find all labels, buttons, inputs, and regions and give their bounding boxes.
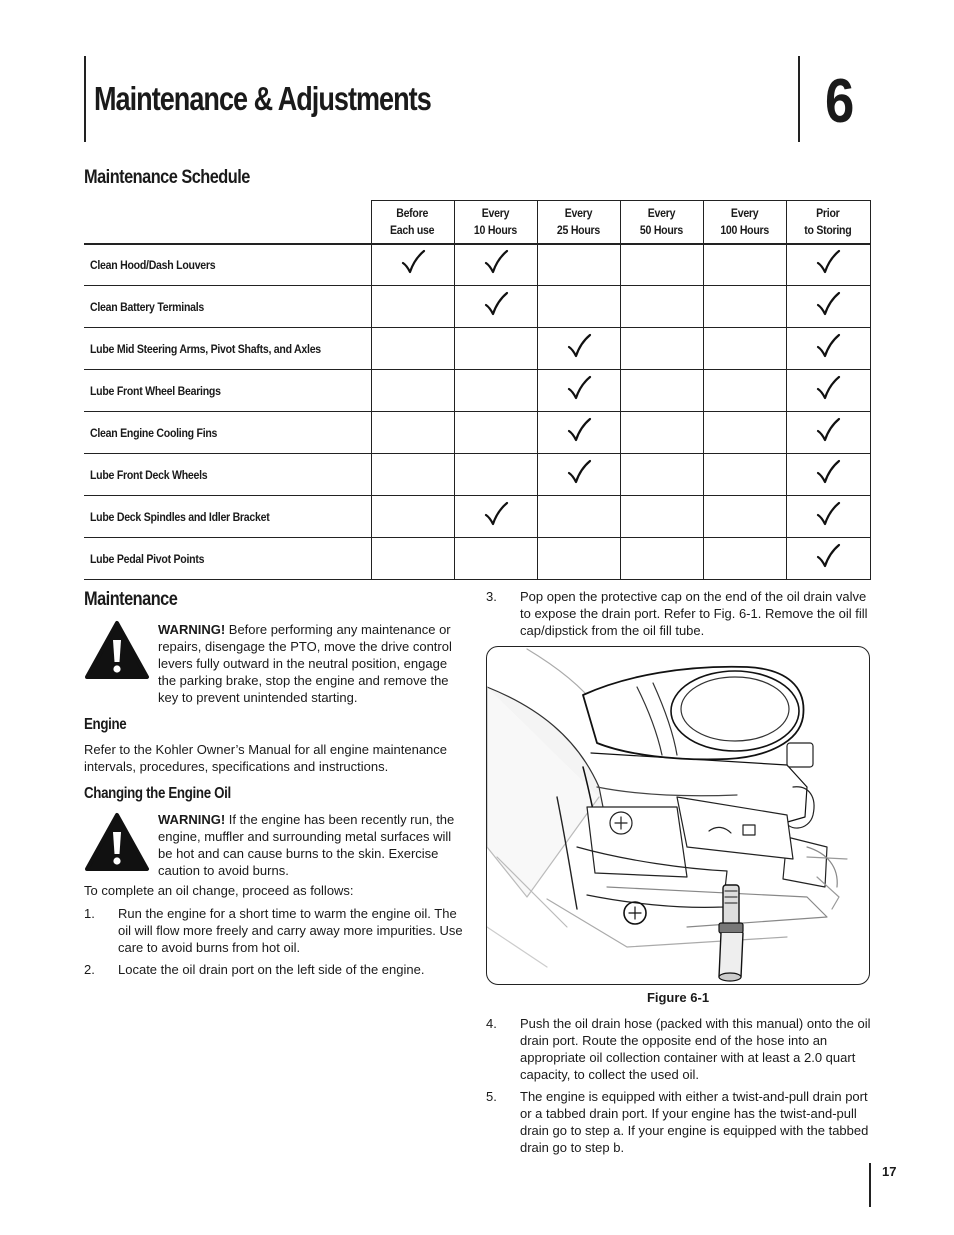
schedule-cell xyxy=(371,328,454,370)
task-cell xyxy=(84,412,371,454)
checkmark-icon xyxy=(815,375,841,401)
column-header: Every 100 Hours xyxy=(703,201,786,244)
schedule-cell xyxy=(537,328,620,370)
task-label: Lube Front Wheel Bearings xyxy=(90,383,221,398)
task-cell xyxy=(84,328,371,370)
schedule-title: Maintenance Schedule xyxy=(84,167,250,188)
schedule-cell xyxy=(371,244,454,286)
schedule-cell xyxy=(620,244,703,286)
schedule-cell xyxy=(620,454,703,496)
schedule-cell xyxy=(620,328,703,370)
engine-title: Engine xyxy=(84,716,127,733)
table-row xyxy=(84,454,870,496)
schedule-cell xyxy=(786,286,870,328)
schedule-cell xyxy=(786,244,870,286)
engine-drain-illustration xyxy=(487,647,870,985)
schedule-cell xyxy=(454,370,537,412)
schedule-cell xyxy=(786,370,870,412)
checkmark-icon xyxy=(566,333,592,359)
step-number: 3. xyxy=(486,589,497,604)
schedule-cell xyxy=(454,244,537,286)
schedule-cell xyxy=(703,412,786,454)
column-header: Every 10 Hours xyxy=(454,201,537,244)
page-number: 17 xyxy=(882,1164,897,1179)
checkmark-icon xyxy=(815,291,841,317)
step-number: 2. xyxy=(84,962,95,977)
task-label: Clean Engine Cooling Fins xyxy=(90,425,218,440)
table-header-row xyxy=(84,201,870,244)
maintenance-title: Maintenance xyxy=(84,589,178,610)
schedule-cell xyxy=(786,454,870,496)
task-label: Clean Battery Terminals xyxy=(90,299,205,314)
schedule-cell xyxy=(454,538,537,580)
schedule-cell xyxy=(786,538,870,580)
column-header: Every 25 Hours xyxy=(537,201,620,244)
checkmark-icon xyxy=(566,459,592,485)
checkmark-icon xyxy=(815,459,841,485)
schedule-cell xyxy=(454,328,537,370)
schedule-cell xyxy=(371,496,454,538)
schedule-cell xyxy=(703,286,786,328)
table-row xyxy=(84,244,870,286)
figure-6-1-frame xyxy=(486,646,870,985)
task-label: Clean Hood/Dash Louvers xyxy=(90,257,216,272)
checkmark-icon xyxy=(815,543,841,569)
schedule-cell xyxy=(703,454,786,496)
step-text: Pop open the protective cap on the end of the oil drain valve to expose the drain port. Refer to Fig. 6-1. Remove the oil fill cap/dipstick from the oil fill tube. xyxy=(520,589,868,638)
table-row xyxy=(84,538,870,580)
checkmark-icon xyxy=(483,501,509,527)
step-number: 1. xyxy=(84,906,95,921)
schedule-cell xyxy=(620,286,703,328)
checkmark-icon xyxy=(483,291,509,317)
step-text: Push the oil drain hose (packed with this manual) onto the oil drain port. Route the opposite end of the hose into an appropriate oil collection container with at least a 2.0 quart capacity, to collect the used oil. xyxy=(520,1016,871,1082)
schedule-cell xyxy=(537,496,620,538)
header-rule-left xyxy=(84,56,86,142)
schedule-cell xyxy=(454,286,537,328)
step-number: 4. xyxy=(486,1016,497,1031)
task-label: Lube Pedal Pivot Points xyxy=(90,551,205,566)
checkmark-icon xyxy=(815,501,841,527)
task-cell xyxy=(84,496,371,538)
step-number: 5. xyxy=(486,1089,497,1104)
schedule-cell xyxy=(371,454,454,496)
schedule-cell xyxy=(703,496,786,538)
maintenance-schedule-table xyxy=(84,200,871,580)
schedule-cell xyxy=(371,538,454,580)
warning-maintenance: WARNING! Before performing any maintenance or repairs, disengage the PTO, move the drive control levers fully outward in the neutral position, engage the parking brake, stop the engine and remove the key to prevent unintended starting. xyxy=(158,622,452,705)
step-text: The engine is equipped with either a twist-and-pull drain port or a tabbed drain port. If your engine has the twist-and-pull drain go to step a. If your engine is equipped with the tabbed drain go to step b. xyxy=(520,1089,869,1155)
schedule-cell xyxy=(703,244,786,286)
table-header-blank xyxy=(84,201,371,244)
checkmark-icon xyxy=(815,333,841,359)
page-title: Maintenance & Adjustments xyxy=(94,80,431,117)
task-label: Lube Mid Steering Arms, Pivot Shafts, and Axles xyxy=(90,341,321,356)
task-cell xyxy=(84,370,371,412)
task-cell xyxy=(84,454,371,496)
warning-hot-engine: WARNING! If the engine has been recently run, the engine, muffler and surrounding metal surfaces will be hot and can cause burns to the skin. Exercise caution to avoid burns. xyxy=(158,812,455,878)
schedule-cell xyxy=(703,370,786,412)
oil-change-intro: To complete an oil change, proceed as follows: xyxy=(84,883,354,898)
schedule-cell xyxy=(537,538,620,580)
checkmark-icon xyxy=(815,417,841,443)
schedule-cell xyxy=(620,370,703,412)
figure-caption: Figure 6-1 xyxy=(646,990,710,1005)
engine-text: Refer to the Kohler Owner’s Manual for all engine maintenance intervals, procedures, specifications and instructions. xyxy=(84,742,448,774)
task-cell xyxy=(84,286,371,328)
checkmark-icon xyxy=(566,417,592,443)
table-row xyxy=(84,412,870,454)
schedule-cell xyxy=(786,496,870,538)
schedule-cell xyxy=(537,286,620,328)
schedule-cell xyxy=(537,454,620,496)
column-header: Before Each use xyxy=(371,201,454,244)
schedule-cell xyxy=(371,286,454,328)
schedule-cell xyxy=(371,412,454,454)
schedule-cell xyxy=(454,454,537,496)
warning-triangle-icon xyxy=(84,620,150,680)
chapter-number: 6 xyxy=(825,67,855,136)
table-row xyxy=(84,370,870,412)
schedule-cell xyxy=(454,496,537,538)
task-cell xyxy=(84,244,371,286)
footer-rule xyxy=(869,1163,871,1207)
table-row xyxy=(84,286,870,328)
task-label: Lube Deck Spindles and Idler Bracket xyxy=(90,509,270,524)
schedule-cell xyxy=(454,412,537,454)
warning-triangle-icon xyxy=(84,812,150,872)
schedule-cell xyxy=(620,496,703,538)
schedule-cell xyxy=(371,370,454,412)
column-header: Every 50 Hours xyxy=(620,201,703,244)
task-label: Lube Front Deck Wheels xyxy=(90,467,208,482)
column-header: Prior to Storing xyxy=(786,201,870,244)
schedule-cell xyxy=(703,538,786,580)
checkmark-icon xyxy=(815,249,841,275)
schedule-cell xyxy=(620,538,703,580)
schedule-cell xyxy=(537,244,620,286)
checkmark-icon xyxy=(483,249,509,275)
schedule-cell xyxy=(703,328,786,370)
table-row xyxy=(84,496,870,538)
checkmark-icon xyxy=(400,249,426,275)
schedule-cell xyxy=(537,412,620,454)
task-cell xyxy=(84,538,371,580)
checkmark-icon xyxy=(566,375,592,401)
schedule-cell xyxy=(620,412,703,454)
oil-change-title: Changing the Engine Oil xyxy=(84,785,231,802)
schedule-cell xyxy=(786,412,870,454)
table-row xyxy=(84,328,870,370)
schedule-cell xyxy=(537,370,620,412)
schedule-cell xyxy=(786,328,870,370)
step-text: Run the engine for a short time to warm the engine oil. The oil will flow more freely and carry away more impurities. Use care to avoid burns from hot oil. xyxy=(118,906,463,955)
step-text: Locate the oil drain port on the left side of the engine. xyxy=(118,962,425,977)
header-rule-right xyxy=(798,56,800,142)
